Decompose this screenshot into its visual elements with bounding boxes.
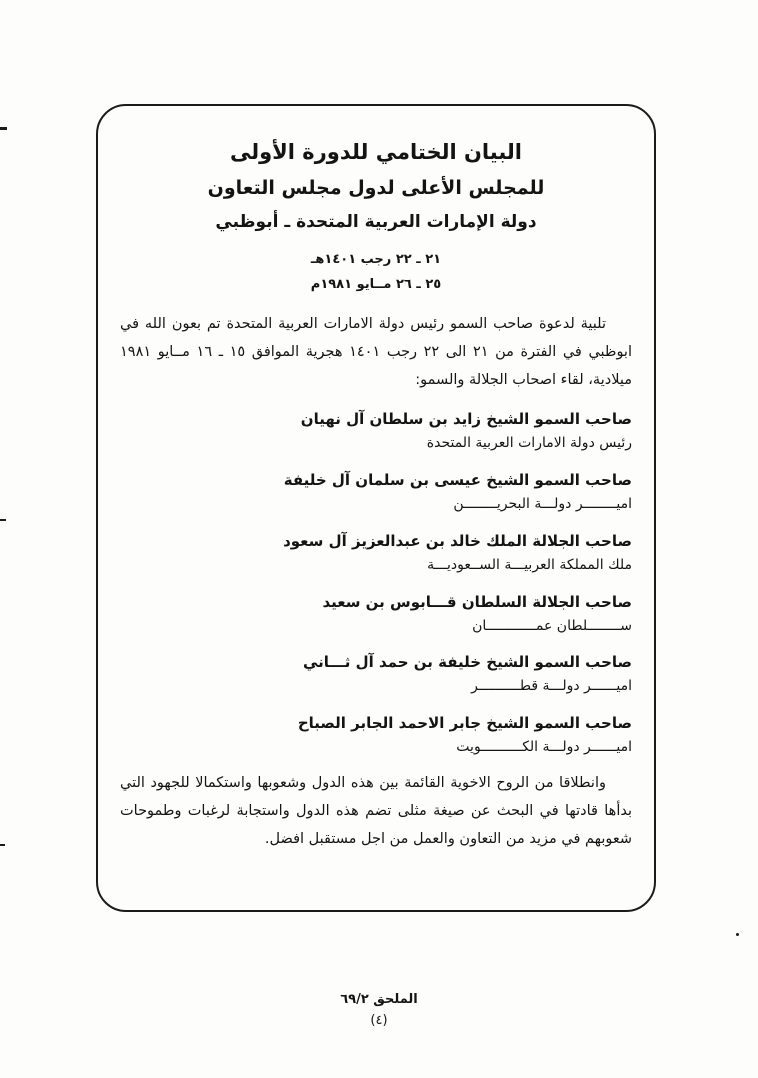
attendee-name: صاحب السمو الشيخ عيسى بن سلمان آل خليفة bbox=[283, 471, 632, 490]
document-title-line-1: البيان الختامي للدورة الأولى bbox=[229, 140, 523, 164]
attendee-title: اميــــــر دولـــة الكــــــــــويت bbox=[456, 738, 632, 755]
document-title-line-2: للمجلس الأعلى لدول مجلس التعاون bbox=[207, 177, 545, 199]
attendee-oman bbox=[120, 590, 632, 638]
hijri-date-line: ٢١ ـ ٢٢ رجب ١٤٠١هـ bbox=[310, 252, 442, 267]
attendee-title: رئيس دولة الامارات العربية المتحدة bbox=[426, 435, 632, 452]
closing-paragraph: وانطلاقا من الروح الاخوية القائمة بين هذه الدول وشعوبها واستكمالا للجهود التي بدأها قادتها في البحث عن صيغة مثلى تضم هذه الدول واستجابة لرغبات وطموحات شعوبهم في مزيد من التعاون والعمل من اجل مستقبل افضل. bbox=[120, 774, 632, 848]
document-title-line-3: دولة الإمارات العربية المتحدة ـ أبوظبي bbox=[215, 212, 537, 232]
attendee-name: صاحب الجلالة السلطان قـــابوس بن سعيد bbox=[322, 592, 632, 611]
document-content bbox=[120, 140, 632, 853]
attendee-qatar bbox=[120, 650, 632, 698]
attendee-uae bbox=[120, 407, 632, 455]
scan-artifact bbox=[0, 519, 6, 521]
attendee-kuwait bbox=[120, 711, 632, 759]
attendee-title: اميــــــر دولـــة قطــــــــــر bbox=[471, 678, 632, 695]
attendee-bahrain bbox=[120, 468, 632, 516]
intro-paragraph: تلبية لدعوة صاحب السمو رئيس دولة الامارات العربية المتحدة تم بعون الله في ابوظبي في الفترة من ٢١ الى ٢٢ رجب ١٤٠١ هجرية الموافق ١٥ ـ ١٦ مــايو ١٩٨١ ميلادية، لقاء اصحاب الجلالة والسمو: bbox=[120, 315, 632, 389]
attendee-title: اميــــــــر دولـــة البحريــــــــن bbox=[453, 496, 632, 513]
attendee-title: ملك المملكة العربيـــة الســعوديـــة bbox=[427, 556, 632, 573]
scan-artifact bbox=[0, 127, 7, 130]
attendee-name: صاحب السمو الشيخ خليفة بن حمد آل ثـــاني bbox=[302, 653, 632, 672]
annex-label: الملحق ٦٩/٢ bbox=[340, 992, 418, 1007]
document-border-frame bbox=[96, 104, 656, 912]
scan-artifact bbox=[736, 933, 739, 936]
gregorian-date-line: ٢٥ ـ ٢٦ مــايو ١٩٨١م bbox=[310, 277, 442, 293]
attendee-name: صاحب السمو الشيخ زايد بن سلطان آل نهيان bbox=[300, 410, 632, 429]
page-number: (٤) bbox=[370, 1013, 388, 1028]
scan-artifact bbox=[0, 844, 5, 846]
attendee-name: صاحب الجلالة الملك خالد بن عبدالعزيز آل سعود bbox=[283, 531, 632, 550]
attendee-saudi-arabia bbox=[120, 529, 632, 577]
attendee-name: صاحب السمو الشيخ جابر الاحمد الجابر الصباح bbox=[297, 713, 632, 732]
attendee-title: ســــــــلطان عمــــــــــــان bbox=[472, 617, 632, 634]
